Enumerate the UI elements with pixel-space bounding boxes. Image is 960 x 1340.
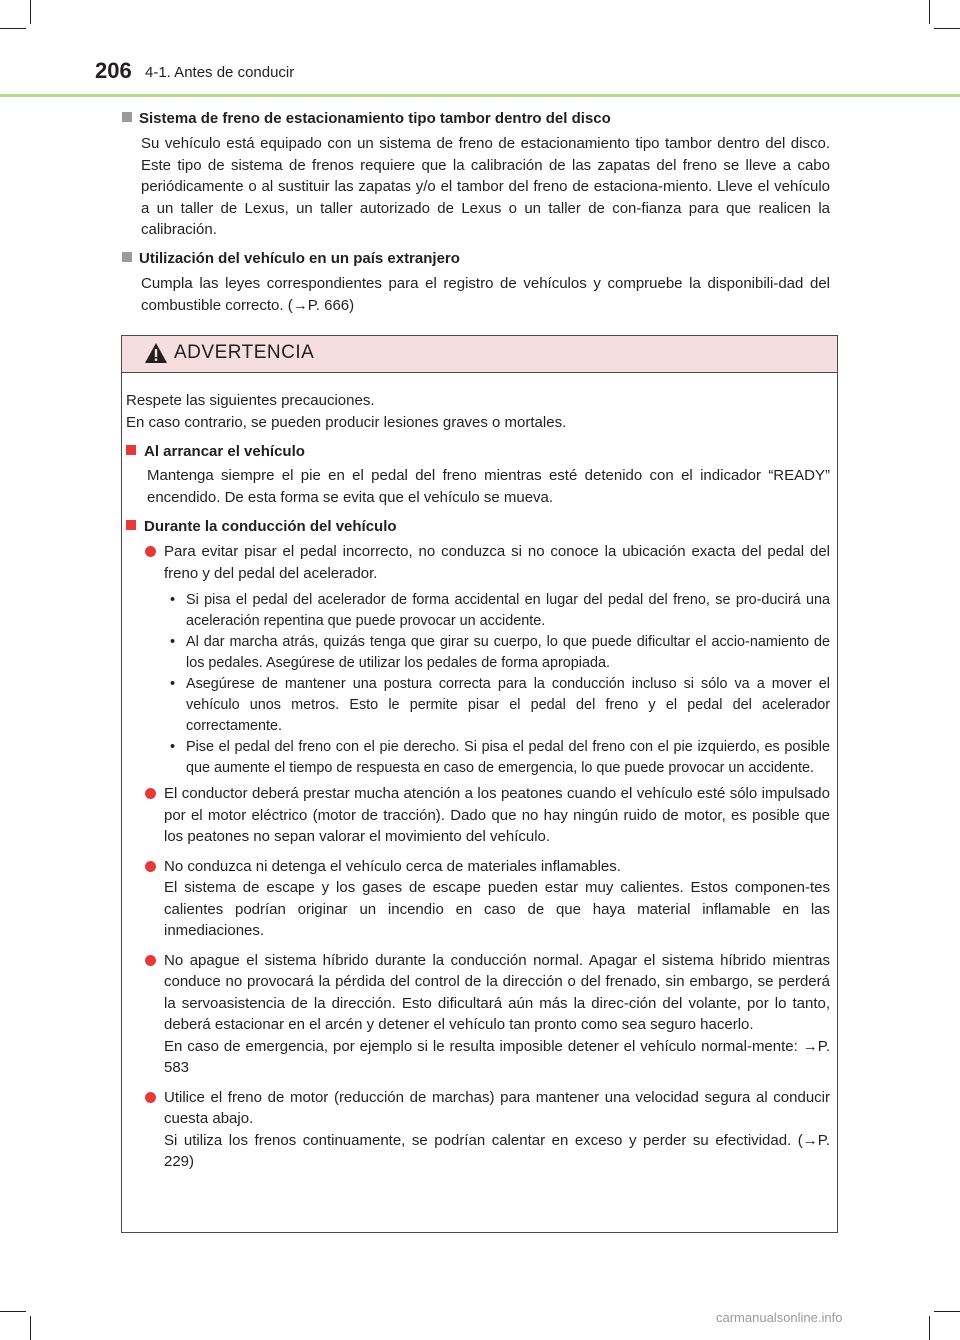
section-body: Cumpla las leyes correspondientes para el registro de vehículos y compruebe la disponibili-dad del combustible correcto. (→P. 666) — [141, 275, 830, 314]
crop-mark — [929, 0, 930, 24]
warning-title: ADVERTENCIA — [174, 342, 315, 363]
header-rule — [0, 94, 960, 97]
square-bullet-icon — [122, 112, 132, 122]
page-number: 206 — [95, 58, 132, 83]
circle-bullet-icon — [145, 955, 156, 966]
section-heading: Utilización del vehículo en un país extranjero — [122, 249, 830, 269]
warning-item: El conductor deberá prestar mucha atención a los peatones cuando el vehículo esté sólo impulsado por el motor eléctrico (motor de tracción). Dado que no hay ningún ruido de motor, es posible que los peatones no sepan valorar el movimiento del vehículo. — [126, 783, 830, 848]
list-item: • Pise el pedal del freno con el pie derecho. Si pisa el pedal del freno con el pie izquierdo, es posible que aumente el tiempo de respuesta en caso de emergencia, lo que puede provocar un accidente. — [170, 739, 830, 776]
list-item: • Si pisa el pedal del acelerador de forma accidental en lugar del pedal del freno, se pro-ducirá una aceleración repentina que puede provocar un accidente. — [170, 592, 830, 629]
square-bullet-icon — [122, 252, 132, 262]
square-bullet-icon — [126, 520, 136, 530]
circle-bullet-icon — [145, 861, 156, 872]
circle-bullet-icon — [145, 788, 156, 799]
warning-header — [122, 336, 837, 373]
warning-item: Para evitar pisar el pedal incorrecto, no conduzca si no conoce la ubicación exacta del pedal del freno y del pedal del acelerador. • Si pisa el pedal del acelerador de forma accidental en lugar del pedal del freno, se pro-ducirá una aceleración repentina que puede provocar un accidente. • Al dar marcha atrás, quizás tenga que girar su cuerpo, lo que puede dificultar el accio-namiento de los pedales. Asegúrese de utilizar los pedales de forma apropiada. • Asegúrese de mantener una postura correcta para la conducción incluso si sólo va a mover el vehículo unos metros. Esto le permite pisar el pedal del freno y el pedal del acelerador correctamente. • Pise el pedal del freno con el pie derecho. Si pisa el pedal del freno con el pie izquierdo, es posible que aumente el tiempo de respuesta en caso de emergencia, lo que puede provocar un accidente. — [126, 541, 830, 779]
square-bullet-icon — [126, 445, 136, 455]
watermark: carmanualsonline.info — [716, 1310, 843, 1325]
crop-mark — [934, 1311, 960, 1312]
subsection-body: Mantenga siempre el pie en el pedal del freno mientras esté detenido con el indicador “READY” encendido. De esta forma se evita que el vehículo se mueva. — [147, 467, 830, 506]
subsection-heading: Al arrancar el vehículo — [126, 441, 830, 462]
circle-bullet-icon — [145, 1092, 156, 1103]
crop-mark — [0, 28, 26, 29]
crop-mark — [0, 1311, 26, 1312]
crop-mark — [934, 28, 960, 29]
warning-item: Utilice el freno de motor (reducción de marchas) para mantener una velocidad segura al conducir cuesta abajo. Si utiliza los frenos continuamente, se podrían calentar en exceso y perder su efectividad. (→P. 229) — [126, 1087, 830, 1173]
chapter-title: 4-1. Antes de conducir — [145, 64, 295, 81]
crop-mark — [30, 0, 31, 24]
page-header — [95, 56, 875, 92]
section-heading: Sistema de freno de estacionamiento tipo tambor dentro del disco — [122, 109, 830, 129]
warning-triangle-icon — [144, 342, 168, 364]
crop-mark — [30, 1316, 31, 1340]
bullet-list — [164, 590, 830, 779]
section-foreign-country — [122, 249, 830, 316]
warning-item: No apague el sistema híbrido durante la conducción normal. Apagar el sistema híbrido mientras conduce no provocará la pérdida del control de la dirección o del frenado, sin embargo, se perderá la servoasistencia de la dirección. Esto dificultará aún más la direc-ción del volante, por lo tanto, deberá estacionar en el arcén y detener el vehículo tan pronto como sea seguro hacerlo. En caso de emergencia, por ejemplo si le resulta imposible detener el vehículo normal-mente: →P. 583 — [126, 950, 830, 1079]
crop-mark — [929, 1316, 930, 1340]
warning-box — [121, 335, 838, 1233]
list-item: • Al dar marcha atrás, quizás tenga que girar su cuerpo, lo que puede dificultar el accio-namiento de los pedales. Asegúrese de utilizar los pedales de forma apropiada. — [170, 634, 830, 671]
circle-bullet-icon — [145, 546, 156, 557]
warning-intro: Respete las siguientes precauciones. En caso contrario, se pueden producir lesiones graves o mortales. — [126, 392, 567, 431]
subsection-heading: Durante la conducción del vehículo — [126, 516, 830, 537]
warning-body — [126, 390, 830, 1173]
warning-item: No conduzca ni detenga el vehículo cerca de materiales inflamables. El sistema de escape y los gases de escape pueden estar muy calientes. Estos componen-tes calientes podrían originar un incendio en caso de que haya material inflamable en las inmediaciones. — [126, 856, 830, 942]
section-body: Su vehículo está equipado con un sistema de freno de estacionamiento tipo tambor dentro del disco. Este tipo de sistema de frenos requiere que la calibración de las zapatas del freno se lleve a cabo periódicamente o al sustituir las zapatas y/o el tambor del freno de estaciona-miento. Lleve el vehículo a un taller de Lexus, un taller autorizado de Lexus o un taller de con-fianza para que realicen la calibración. — [141, 135, 830, 238]
list-item: • Asegúrese de mantener una postura correcta para la conducción incluso si sólo va a mover el vehículo unos metros. Esto le permite pisar el pedal del freno y el pedal del acelerador correctamente. — [170, 676, 830, 734]
section-parking-brake — [122, 109, 830, 241]
